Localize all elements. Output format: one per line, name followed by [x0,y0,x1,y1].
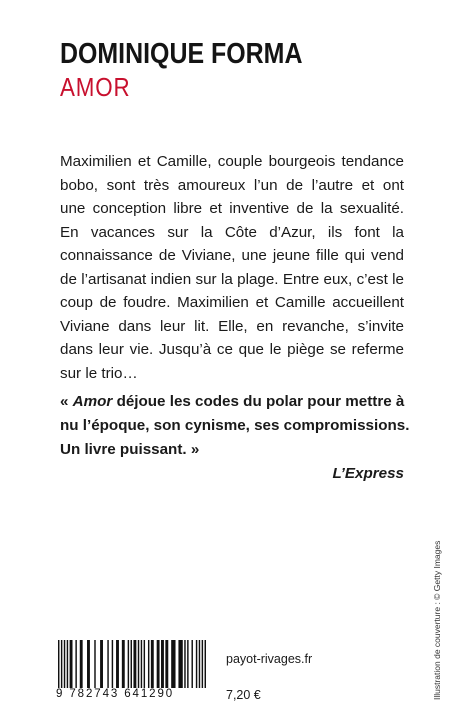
barcode-bar [100,640,103,690]
barcode-bar [94,640,95,690]
barcode-bar [151,640,154,690]
price: 7,20 € [226,688,261,702]
barcode-number: 9 782743 641290 [56,688,208,700]
barcode-bar [80,640,83,690]
barcode-bar [116,640,119,690]
blurb-line: connaissance de Viviane, une jeune fille qui vend [60,247,404,264]
barcode-bar [131,640,132,690]
barcode-bar [138,640,139,690]
blurb-line: En vacances sur la Côte d’Azur, ils font la [60,223,404,241]
barcode-bar [171,640,175,690]
blurb-line: sur le trio… [60,364,138,382]
quote-line-1-rest: déjoue les codes du polar pour mettre à [112,393,405,410]
press-quote [60,390,410,462]
barcode-bar [157,640,160,690]
blurb-line: dans leur vie. Jusqu’à ce que le piège se referme [60,341,404,358]
blurb-line: Maximilien et Camille, couple bourgeois tendance [60,153,404,170]
quote-open-mark: « [60,393,73,410]
barcode-bar [128,640,129,690]
barcode-bar [191,640,192,690]
blurb-line: de l’artisanat indien sur la plage. Entre eux, c’est le [60,270,404,288]
quote-line-3: Un livre puissant. » [60,441,200,458]
barcode-bar [144,640,145,690]
barcode-bar [202,640,203,690]
barcode-bar [70,640,73,690]
blurb-line: bobo, sont très amoureux l’un de l’autre et ont [60,176,404,194]
barcode-bar [141,640,142,690]
barcode-bar [112,640,113,690]
barcode-bar [196,640,197,690]
barcode-bar [178,640,182,690]
quote-line-2: nu l’époque, son cynisme, ses compromissions. [60,417,410,434]
barcode-bar [199,640,200,690]
blurb-line: coup de foudre. Maximilien et Camille accueillent [60,294,404,311]
barcode-bar [184,640,185,690]
photo-credit: Illustration de couverture : © Getty Images [432,540,442,700]
blurb-line: une conception libre et inventive de la sexualité. [60,200,404,217]
barcode-bar [148,640,149,690]
barcode-bar [187,640,188,690]
barcode-bar [87,640,90,690]
quote-title-word: Amor [72,393,113,410]
barcode-bar [75,640,76,690]
quote-source: L’Express [332,465,404,482]
barcode-bars [56,640,208,690]
barcode-bar [64,640,65,690]
barcode-bar [58,640,59,690]
barcode-bar [165,640,168,690]
publisher-website: payot-rivages.fr [226,652,313,666]
barcode-bar [107,640,108,690]
barcode-bar [205,640,206,690]
book-title: AMOR [60,72,131,102]
barcode-bar [161,640,164,690]
barcode-bar [133,640,136,690]
blurb [60,150,404,385]
barcode-bar [61,640,62,690]
blurb-line: Viviane dans leur lit. Elle, en revanche, s’invite [60,317,404,335]
author-name: DOMINIQUE FORMA [60,38,303,70]
barcode-bar [67,640,68,690]
barcode-bar [122,640,125,690]
quote-line-1 [60,390,404,414]
